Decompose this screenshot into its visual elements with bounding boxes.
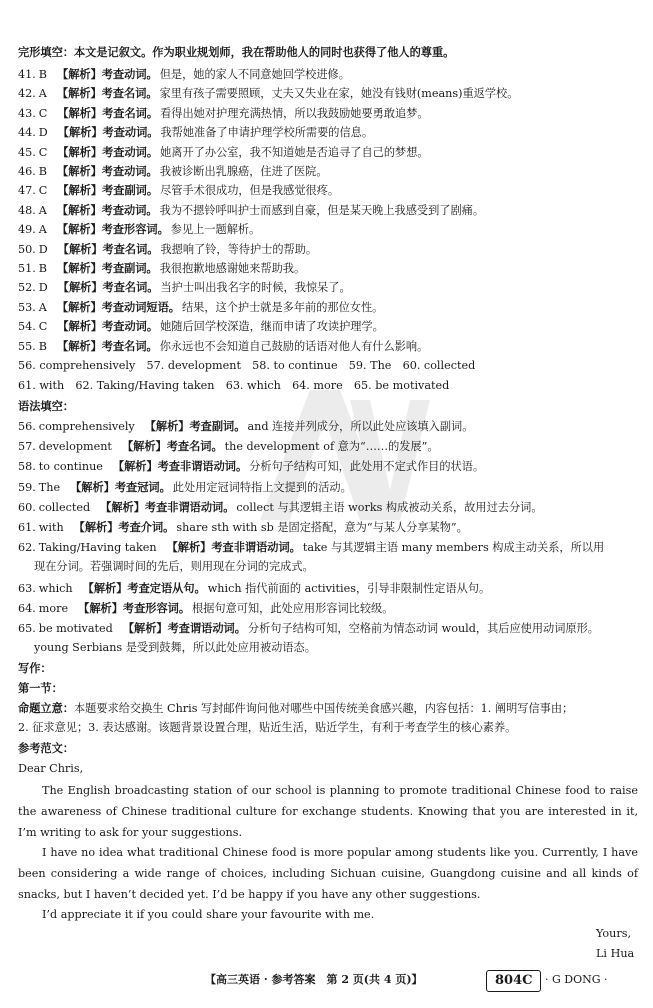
grammar-row <box>18 598 638 618</box>
row-number: 47. <box>18 184 36 198</box>
row-answer: A <box>38 203 47 217</box>
row-tag: 【解析】考查冠词。 <box>70 479 171 494</box>
row-tag: 【解析】考查形容词。 <box>78 600 191 615</box>
cloze-row <box>18 219 638 239</box>
row-tag: 【解析】考查动词。 <box>56 202 158 217</box>
row-answer: collected <box>38 500 91 514</box>
letter-greeting: Dear Chris, <box>18 762 84 775</box>
row-answer: C <box>38 145 48 159</box>
grammar-row <box>18 537 638 557</box>
row-number: 64. <box>18 601 36 615</box>
row-number: 45. <box>18 145 36 159</box>
row-number: 51. <box>18 262 36 275</box>
row-text: and 连接并列成分，所以此处应该填入副词。 <box>247 420 474 433</box>
row-number: 55. <box>18 339 36 353</box>
row-answer: be motivated <box>38 622 113 635</box>
row-tag: 【解析】考查动词。 <box>57 144 159 159</box>
row-answer: to continue <box>38 460 103 474</box>
row-answer: comprehensively <box>38 420 135 433</box>
grammar-row <box>18 517 638 537</box>
row-text: the development of 意为“……的发展”。 <box>224 440 439 454</box>
row-answer: C <box>38 320 48 334</box>
row-text: which 指代前面的 activities，引导非限制性定语从句。 <box>207 581 491 595</box>
row-tag: 【解析】考查名词。 <box>56 86 158 101</box>
cloze-row <box>18 161 638 181</box>
grammar-row <box>18 456 638 476</box>
row-answer: B <box>38 68 48 81</box>
row-text: 根据句意可知，此处应用形容词比较级。 <box>192 601 394 615</box>
row-tag: 【解析】考查名词。 <box>57 241 159 256</box>
row-text: 参见上一题解析。 <box>170 223 261 237</box>
row-number: 65. <box>18 622 36 635</box>
footer-page-info: 【高三英语 · 参考答案 第 2 页(共 4 页)】 <box>205 973 423 986</box>
intent-line-1 <box>18 698 638 718</box>
row-answer: D <box>38 242 48 256</box>
grammar-row <box>18 578 638 598</box>
row-number: 57. <box>18 440 36 454</box>
row-tag: 【解析】考查谓语动词。 <box>122 621 246 635</box>
row-text: 我摁响了铃，等待护士的帮助。 <box>160 242 318 256</box>
row-text: young Serbians 是受到鼓舞，所以此处应用被动语态。 <box>34 641 316 655</box>
row-number: 58. <box>18 460 36 474</box>
row-text: 看得出她对护理充满热情，所以我鼓励她要勇敢追梦。 <box>160 106 429 120</box>
row-answer: which <box>38 581 73 595</box>
row-text: 你永远也不会知道自己鼓励的话语对他人有什么影响。 <box>159 339 429 353</box>
row-answer: with <box>38 521 64 534</box>
grammar-title: 语法填空： <box>18 399 74 413</box>
cloze-row <box>18 200 638 220</box>
row-text: 但是，她的家人不同意她回学校进修。 <box>159 68 350 81</box>
row-tag: 【解析】考查介词。 <box>73 520 175 534</box>
row-answer: C <box>38 106 48 120</box>
row-tag: 【解析】考查名词。 <box>57 338 158 353</box>
row-number: 50. <box>18 242 36 256</box>
row-number: 41. <box>18 68 36 81</box>
row-tag: 【解析】考查副词。 <box>57 261 158 275</box>
intent-text-1: 本题要求给交换生 Chris 写封邮件询问他对哪些中国传统美食感兴趣，内容包括：1. 阐明写信事由； <box>73 702 574 715</box>
row-number: 46. <box>18 165 36 178</box>
row-tag: 【解析】考查动词。 <box>57 67 158 81</box>
row-text: 家里有孩子需要照顾，丈夫又失业在家，她没有钱财(means)重返学校。 <box>159 87 519 101</box>
row-answer: The <box>38 480 61 494</box>
row-number: 43. <box>18 106 36 120</box>
row-text: 此处用定冠词特指上文提到的活动。 <box>172 480 352 494</box>
letter-paragraph-3: I’d appreciate it if you could share your favourite with me. <box>42 908 375 921</box>
intent-label: 命题立意： <box>18 701 74 715</box>
section-title: 第一节： <box>18 681 63 695</box>
row-text: 我被诊断出乳腺癌，住进了医院。 <box>159 165 328 178</box>
row-number: 62. <box>18 541 36 555</box>
row-answer: Taking/Having taken <box>38 541 157 555</box>
letter-paragraph-2: I have no idea what traditional Chinese food is more popular among students like you. Currently, I have been considering a wide range of choices, including Sichuan cuisine, Guangdong cuisine and all kinds of snacks, but I haven’t decided yet. I’d be happy if you have any other suggestions. <box>18 846 638 901</box>
row-tag: 【解析】考查定语从句。 <box>82 580 206 595</box>
row-answer: A <box>38 300 47 314</box>
row-text: share sth with sb 是固定搭配，意为“与某人分享某物”。 <box>176 521 468 534</box>
cloze-row <box>18 277 638 297</box>
cloze-row <box>18 83 638 103</box>
row-text: 我为不摁铃呼叫护士而感到自豪，但是某天晚上我感受到了剧痛。 <box>159 203 485 217</box>
row-tag: 【解析】考查副词。 <box>57 183 159 198</box>
footer-brand: · G DONG · <box>545 973 608 986</box>
row-tag: 【解析】考查动词。 <box>57 319 159 334</box>
page-footer <box>0 966 653 994</box>
row-number: 56. <box>18 420 36 433</box>
row-number: 60. <box>18 500 36 514</box>
row-answer: D <box>38 281 48 295</box>
row-text: take 与其逻辑主语 many members 构成主动关系，所以用 <box>302 541 605 555</box>
row-text: 尽管手术很成功，但是我感觉很疼。 <box>160 184 340 198</box>
row-answer: A <box>38 223 47 237</box>
cloze-row <box>18 239 638 259</box>
footer-code-badge: 804C <box>486 970 541 992</box>
cloze-row <box>18 336 638 356</box>
row-tag: 【解析】考查动词短语。 <box>56 299 180 314</box>
cloze-row <box>18 103 638 123</box>
row-text: 分析句子结构可知，空格前为情态动词 would，其后应使用动词原形。 <box>247 622 599 635</box>
row-tag: 【解析】考查动词。 <box>57 164 158 178</box>
row-text: collect 与其逻辑主语 works 构成被动关系，故用过去分词。 <box>236 500 543 514</box>
row-text: 我很抱歉地感谢她来帮助我。 <box>159 262 306 275</box>
row-text: 结果，这个护士就是多年前的那位女性。 <box>181 300 384 314</box>
grammar-row <box>18 477 638 497</box>
row-text: 当护士叫出我名字的时候，我惊呆了。 <box>160 281 351 295</box>
row-text: 她离开了办公室，我不知道她是否追寻了自己的梦想。 <box>160 145 429 159</box>
cloze-row <box>18 316 638 336</box>
row-number: 42. <box>18 87 36 101</box>
grammar-answer-summary-1: 56. comprehensively 57. development 58. to continue 59. The 60. collected <box>18 359 476 372</box>
cloze-row <box>18 180 638 200</box>
row-number: 59. <box>18 480 36 494</box>
cloze-header: 完形填空：本文是记叙文。作为职业规划师，我在帮助他人的同时也获得了他人的尊重。 <box>18 45 455 59</box>
row-tag: 【解析】考查名词。 <box>57 280 159 295</box>
row-number: 52. <box>18 281 36 295</box>
row-number: 44. <box>18 126 36 140</box>
row-text: 现在分词。若强调时间的先后，则用现在分词的完成式。 <box>34 560 314 574</box>
grammar-row <box>18 618 638 638</box>
grammar-row <box>18 497 638 517</box>
grammar-answer-summary-2: 61. with 62. Taking/Having taken 63. which 64. more 65. be motivated <box>18 379 450 392</box>
grammar-row <box>34 638 653 658</box>
grammar-row <box>34 557 653 577</box>
letter-closing: Yours, <box>596 927 631 940</box>
letter-paragraph-1: The English broadcasting station of our school is planning to promote traditional Chinese food to raise the awareness of Chinese traditional culture for exchange students. Knowing that you are interested in it, I’m writing to ask for your suggestions. <box>18 784 638 839</box>
intent-line-2: 2. 征求意见；3. 表达感谢。该题背景设置合理，贴近生活，贴近学生，有利于考查学生的核心素养。 <box>18 721 517 734</box>
row-tag: 【解析】考查形容词。 <box>56 222 169 237</box>
row-tag: 【解析】考查非谓语动词。 <box>112 459 248 474</box>
row-number: 61. <box>18 521 36 534</box>
letter-signature: Li Hua <box>596 947 635 960</box>
row-answer: C <box>38 184 48 198</box>
row-answer: A <box>38 87 47 101</box>
row-text: 她随后回学校深造，继而申请了攻读护理学。 <box>160 320 384 334</box>
row-answer: B <box>38 165 48 178</box>
row-tag: 【解析】考查名词。 <box>121 439 223 454</box>
cloze-row <box>18 258 638 278</box>
row-answer: D <box>38 126 48 140</box>
row-text: 分析句子结构可知，此处用不定式作目的状语。 <box>249 460 485 474</box>
row-answer: B <box>38 339 48 353</box>
cloze-row <box>18 142 638 162</box>
row-text: 我帮她准备了申请护理学校所需要的信息。 <box>160 126 374 140</box>
cloze-row <box>18 122 638 142</box>
row-answer: B <box>38 262 48 275</box>
row-number: 48. <box>18 203 36 217</box>
row-number: 53. <box>18 300 36 314</box>
row-tag: 【解析】考查副词。 <box>144 419 246 433</box>
row-tag: 【解析】考查非谓语动词。 <box>100 499 235 514</box>
row-tag: 【解析】考查非谓语动词。 <box>166 540 301 555</box>
cloze-row <box>18 64 638 84</box>
row-answer: more <box>38 601 69 615</box>
grammar-row <box>18 416 638 436</box>
cloze-row <box>18 297 638 317</box>
grammar-row <box>18 436 638 456</box>
row-tag: 【解析】考查动词。 <box>57 125 159 140</box>
row-number: 54. <box>18 320 36 334</box>
row-number: 49. <box>18 223 36 237</box>
row-number: 63. <box>18 581 36 595</box>
writing-title: 写作： <box>18 661 52 675</box>
row-answer: development <box>38 440 112 454</box>
sample-title: 参考范文： <box>18 741 74 755</box>
row-tag: 【解析】考查名词。 <box>57 105 159 120</box>
